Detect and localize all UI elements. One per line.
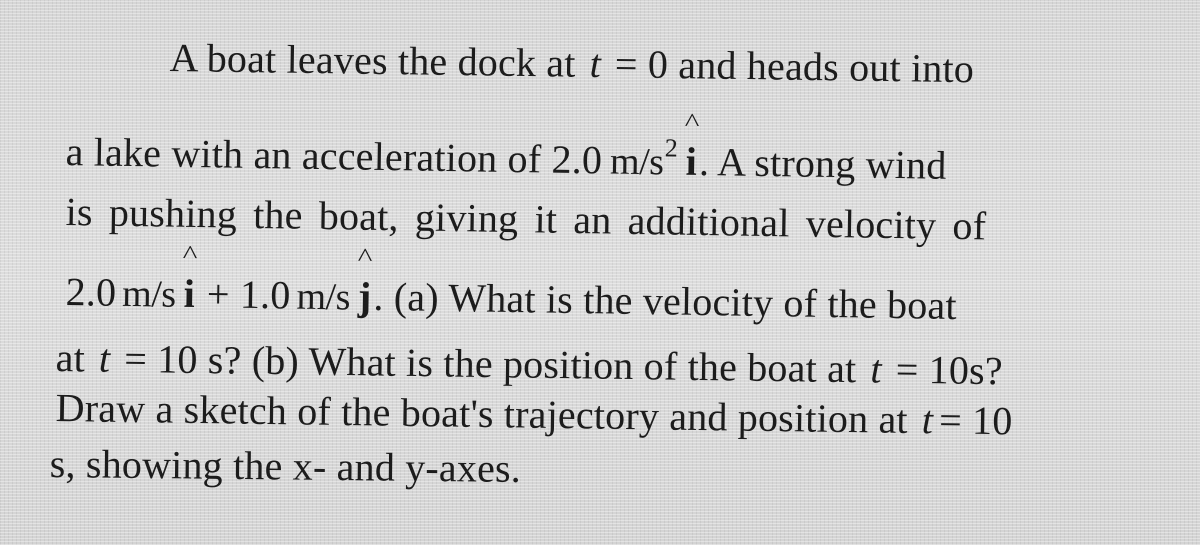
time-variable: t (921, 397, 934, 443)
acceleration-unit: m/s (609, 140, 664, 184)
line-5-text: at (55, 335, 86, 381)
line-5-text-end: = 10s? (895, 346, 1004, 394)
unit-vector-i (683, 107, 700, 184)
velocity-unit: m/s (121, 272, 176, 316)
vector-symbol: j (357, 273, 372, 319)
problem-line-1 (169, 36, 974, 91)
problem-line-7 (50, 442, 522, 491)
line-3-text: is pushing the boat, giving it an additional velocity of (65, 189, 987, 249)
velocity-y-value: + 1.0 (206, 271, 291, 318)
line-6-text: Draw a sketch of the boat's trajectory and position at (55, 385, 909, 442)
problem-line-2 (65, 107, 947, 193)
line-6-text-end: = 10 (938, 397, 1013, 444)
line-4-text-end: . (a) What is the velocity of the boat (373, 273, 958, 328)
line-1-text-end: = 0 and heads out into (614, 41, 975, 92)
velocity-unit: m/s (296, 275, 351, 319)
time-variable: t (98, 335, 111, 381)
vector-symbol: i (685, 138, 698, 184)
problem-line-3 (65, 190, 986, 248)
unit-vector-i (181, 239, 198, 317)
hat-accent: ^ (357, 242, 373, 272)
unit-exponent: 2 (664, 133, 679, 163)
problem-line-5 (55, 336, 1003, 393)
time-variable: t (870, 346, 883, 392)
unit-vector-j (356, 242, 374, 319)
problem-line-6 (55, 386, 1012, 443)
line-2-text: a lake with an acceleration of 2.0 (65, 129, 603, 183)
hat-accent: ^ (684, 107, 700, 137)
line-7-text: s, showing the x- and y-axes. (49, 441, 522, 491)
vector-symbol: i (183, 270, 196, 317)
hat-accent: ^ (182, 239, 198, 270)
time-variable: t (589, 40, 602, 87)
line-1-text: A boat leaves the dock at (169, 35, 576, 86)
line-5-text-mid: = 10 s? (b) What is the position of the boat at (123, 335, 857, 392)
problem-line-4 (65, 239, 958, 329)
velocity-x-value: 2.0 (65, 269, 117, 315)
line-2-text-end: . A strong wind (698, 138, 947, 188)
